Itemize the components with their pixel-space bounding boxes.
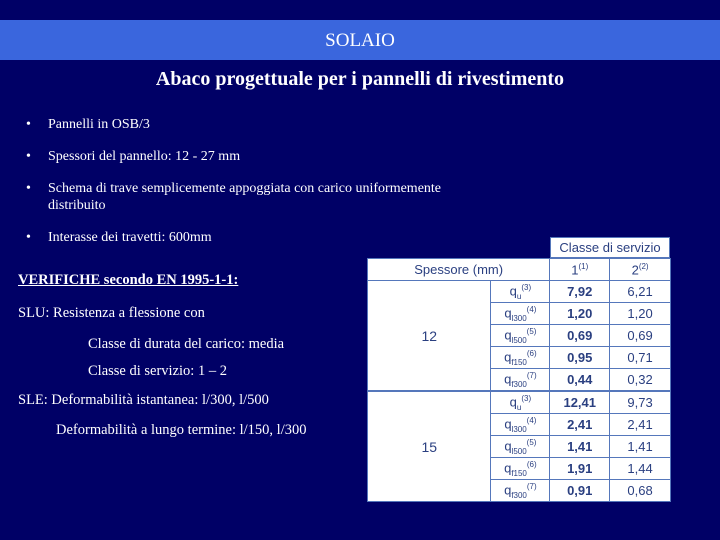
bullet-item: • Spessori del pannello: 12 - 27 mm: [26, 149, 241, 164]
value-cell-class1: 0,44: [550, 369, 610, 392]
load-symbol-cell: $q_{f300}^{(7)}$: [491, 480, 550, 502]
sle-text: SLE: Deformabilità istantanea: l/300, l/500: [18, 392, 269, 408]
load-symbol-cell: $q_u^{(3)}$: [491, 391, 550, 414]
classe-servizio-header: Classe di servizio: [550, 237, 670, 258]
value-cell-class1: 12,41: [550, 391, 610, 414]
spessore-cell: 15: [368, 391, 491, 502]
value-cell-class2: 1,20: [610, 303, 671, 325]
col1-header: 1$^{(1)}$: [550, 259, 610, 281]
bullet-item: • Schema di trave semplicemente appoggiata con carico uniformemente distribuito: [26, 181, 442, 213]
bullet-icon: •: [26, 181, 31, 196]
load-symbol-cell: $q_{l300}^{(4)}$: [491, 303, 550, 325]
value-cell-class2: 0,69: [610, 325, 671, 347]
bullet-item: • Interasse dei travetti: 600mm: [26, 230, 212, 245]
value-cell-class1: 0,91: [550, 480, 610, 502]
col2-header: 2$^{(2)}$: [610, 259, 671, 281]
value-cell-class1: 1,20: [550, 303, 610, 325]
bullet-list: [22, 116, 442, 261]
load-symbol-cell: $q_{l500}^{(5)}$: [491, 436, 550, 458]
value-cell-class1: 7,92: [550, 281, 610, 303]
bullet-icon: •: [26, 230, 31, 245]
load-symbol-cell: $q_{l500}^{(5)}$: [491, 325, 550, 347]
value-cell-class1: 0,69: [550, 325, 610, 347]
slu-text: SLU: Resistenza a flessione con: [18, 305, 205, 321]
value-cell-class2: 9,73: [610, 391, 671, 414]
value-cell-class2: 6,21: [610, 281, 671, 303]
load-symbol-cell: $q_{l300}^{(4)}$: [491, 414, 550, 436]
load-symbol-cell: $q_{f150}^{(6)}$: [491, 347, 550, 369]
value-cell-class2: 2,41: [610, 414, 671, 436]
value-cell-class2: 1,41: [610, 436, 671, 458]
bullet-icon: •: [26, 117, 31, 132]
slide-subtitle: Abaco progettuale per i pannelli di rivestimento: [155, 68, 565, 90]
bullet-icon: •: [26, 149, 31, 164]
table-row: [368, 281, 671, 303]
bullet-item: • Pannelli in OSB/3: [26, 117, 150, 132]
verifiche-heading: VERIFICHE secondo EN 1995-1-1:: [18, 272, 239, 288]
title-bar: [0, 20, 720, 60]
value-cell-class2: 0,71: [610, 347, 671, 369]
value-cell-class1: 1,41: [550, 436, 610, 458]
abaco-table: [367, 258, 671, 502]
table-row: [368, 391, 671, 414]
value-cell-class1: 1,91: [550, 458, 610, 480]
value-cell-class1: 0,95: [550, 347, 610, 369]
classe-durata-text: Classe di durata del carico: media: [88, 336, 285, 352]
deformabilita-text: Deformabilità a lungo termine: l/150, l/300: [56, 422, 307, 438]
value-cell-class1: 2,41: [550, 414, 610, 436]
table-header-row: [368, 259, 671, 281]
load-symbol-cell: $q_{f300}^{(7)}$: [491, 369, 550, 392]
classe-servizio-text: Classe di servizio: 1 – 2: [88, 363, 227, 379]
load-symbol-cell: $q_u^{(3)}$: [491, 281, 550, 303]
spessore-cell: 12: [368, 281, 491, 392]
value-cell-class2: 0,32: [610, 369, 671, 392]
load-symbol-cell: $q_{f150}^{(6)}$: [491, 458, 550, 480]
spessore-header: Spessore (mm): [368, 259, 550, 281]
value-cell-class2: 1,44: [610, 458, 671, 480]
slide-title: SOLAIO: [325, 30, 395, 51]
value-cell-class2: 0,68: [610, 480, 671, 502]
